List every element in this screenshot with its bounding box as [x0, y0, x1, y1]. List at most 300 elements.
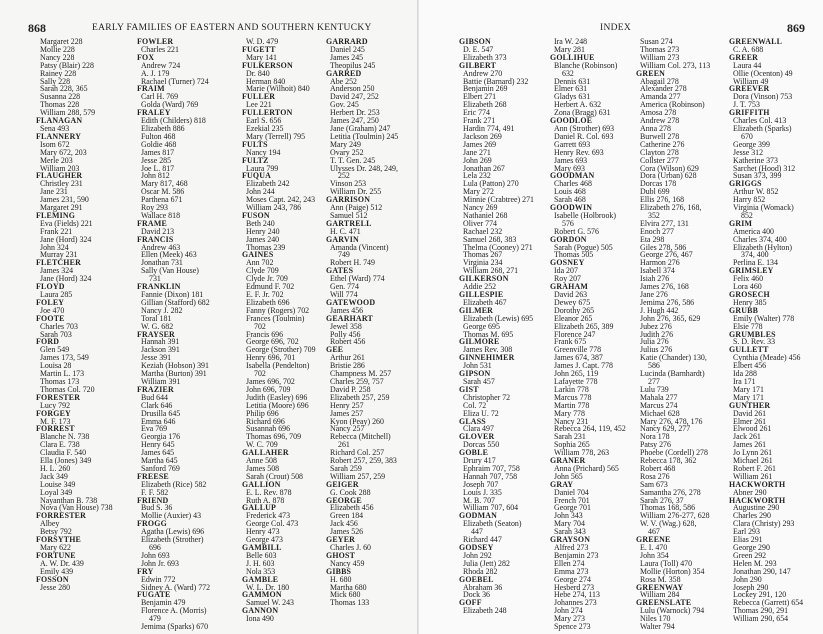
entry-continuation: 277 — [648, 376, 660, 386]
surname-heading: GRUBB — [729, 305, 759, 315]
index-entry: Judith (Easley) 696 — [246, 392, 308, 402]
index-entry: Sam 673 — [640, 479, 668, 489]
index-entry: Nancy 459 — [330, 558, 365, 568]
index-entry: Harry 852 — [733, 195, 766, 205]
surname-heading: FLAUGHER — [36, 171, 83, 181]
index-entry: Mary 171 — [733, 384, 764, 394]
index-entry: Frank 221 — [40, 226, 73, 236]
index-entry: Murray 231 — [40, 250, 78, 260]
index-entry: Will 774 — [330, 290, 358, 299]
surname-heading: GILMORE — [459, 337, 500, 347]
index-entry: Samuel 512 — [330, 210, 368, 220]
index-columns — [419, 38, 823, 634]
index-entry: Ellis 276, 168 — [640, 195, 685, 205]
index-column — [729, 38, 823, 634]
index-entry: William 284 — [640, 590, 680, 600]
index-entry: Martha 645 — [141, 456, 178, 466]
index-entry: Clyde 709 — [246, 266, 279, 276]
surname-heading: GLASS — [459, 416, 486, 426]
index-entry: George 473 — [246, 535, 283, 545]
entry-continuation: 586 — [648, 361, 660, 371]
surname-heading: FRANCIS — [137, 234, 174, 244]
index-entry: Susanna 228 — [40, 92, 81, 102]
index-entry: Elizabeth 257, 259 — [330, 392, 390, 402]
surname-heading: GORDON — [550, 234, 587, 244]
index-entry: Sarchet (Hood) 312 — [733, 163, 796, 173]
index-entry: Nathaniel 268 — [463, 210, 508, 220]
index-entry: Felix 460 — [733, 274, 764, 284]
surname-heading: GRAY — [550, 479, 574, 489]
surname-heading: GIPSON — [459, 369, 491, 379]
index-entry: William 276-277, 628 — [640, 511, 710, 521]
index-entry: James Rev. 308 — [463, 345, 513, 355]
index-entry: Mary 817, 468 — [141, 179, 188, 189]
surname-heading: FUQUA — [242, 171, 272, 181]
index-entry: Gen. 774 — [330, 282, 359, 292]
index-entry: James 257 — [330, 408, 364, 418]
index-entry: Burwell 278 — [640, 131, 680, 141]
index-column — [137, 38, 239, 634]
index-entry: Sarah (Pogue) 505 — [554, 242, 613, 252]
index-entry: Frances (Toulmin) — [246, 313, 305, 323]
index-entry: Jewel 358 — [330, 321, 362, 331]
index-entry: James 508 — [246, 463, 280, 473]
index-entry: Marcus 778 — [554, 392, 592, 402]
index-entry: Nancy 228 — [40, 52, 75, 62]
surname-heading: GRAYSON — [550, 535, 591, 545]
index-entry: Daniel 245 — [330, 44, 365, 54]
surname-heading: GARRISON — [326, 195, 371, 205]
index-entry: Sarah 231 — [554, 432, 586, 442]
index-entry: Henry 257 — [330, 400, 364, 410]
index-entry: Agatha (Lewis) 696 — [141, 527, 205, 537]
index-entry: Frank 675 — [554, 337, 587, 347]
surname-heading: FORRESTER — [36, 511, 87, 521]
index-entry: Joe L. 817 — [141, 163, 175, 173]
index-entry: John 812 — [141, 171, 170, 181]
index-entry: James 526 — [330, 527, 364, 537]
index-entry: Amanda (Vincent) — [330, 242, 389, 252]
index-entry: Jane 271 — [463, 147, 491, 157]
surname-heading: FRY — [137, 566, 154, 576]
index-entry: Laura 799 — [246, 163, 279, 173]
surname-heading: GINNEHIMER — [459, 353, 515, 363]
index-entry: George 276, 467 — [640, 250, 693, 260]
surname-heading: FOOTE — [36, 313, 65, 323]
index-entry: Helen M. 293 — [733, 558, 777, 568]
index-entry: Lockey 291, 120 — [733, 590, 787, 600]
index-entry: Cynthia (Meade) 456 — [733, 353, 801, 363]
index-entry: Harmon 276 — [640, 258, 680, 268]
index-entry: Dubl 699 — [640, 187, 670, 197]
surname-heading: GAMBLE — [242, 574, 279, 584]
index-entry: Andrew 724 — [141, 60, 181, 70]
index-entry: Nancy 194 — [246, 147, 281, 157]
index-entry: David 213 — [141, 226, 175, 236]
index-entry: Mary 141 — [246, 52, 277, 62]
index-entry: Thomas 228 — [40, 100, 80, 110]
index-entry: Elvira 277, 131 — [640, 218, 689, 228]
index-entry: Mary 249 — [330, 139, 361, 149]
index-entry: Iona 490 — [246, 614, 274, 624]
index-entry: James 245 — [330, 52, 364, 62]
index-entry: Thomas 267 — [463, 250, 503, 260]
index-entry: Hannah 707, 758 — [463, 471, 518, 481]
index-entry: Mary 273 — [554, 614, 585, 624]
index-entry: Robert 257, 259, 383 — [330, 456, 397, 466]
index-entry: Amosa 278 — [640, 108, 677, 118]
index-entry: Addie 252 — [463, 282, 497, 292]
index-entry: J. H. 603 — [246, 558, 275, 568]
index-entry: Roy 293 — [141, 203, 168, 213]
index-entry: Clayton 278 — [640, 147, 679, 157]
index-entry: Eric 774 — [463, 108, 490, 118]
index-entry: H. L. 260 — [40, 463, 71, 473]
surname-heading: FRAYSER — [137, 329, 175, 339]
index-entry: Battie (Barnard) 232 — [463, 76, 529, 86]
index-entry: Ellen 274 — [554, 558, 585, 568]
index-entry: Nova (Van House) 738 — [40, 503, 113, 513]
surname-heading: GREEN — [636, 68, 666, 78]
surname-heading: GREENSLATE — [636, 598, 692, 608]
index-entry: Cora (Wilson) 629 — [640, 163, 699, 173]
index-entry: Lulu 739 — [640, 384, 669, 394]
index-entry: Mollie (Horton) 354 — [640, 566, 705, 576]
index-entry: Michael 261 — [733, 456, 773, 466]
index-column — [242, 38, 338, 634]
index-entry: Lora 460 — [733, 282, 762, 292]
entry-continuation: 632 — [562, 68, 574, 78]
index-entry: Rebecca (Garrett) 654 — [733, 598, 804, 608]
surname-heading: GARTRELL — [326, 218, 372, 228]
index-entry: Toral 181 — [141, 313, 172, 323]
surname-heading: GOSNEY — [550, 258, 585, 268]
index-entry: W. G. 682 — [141, 321, 174, 331]
index-entry: Hannah 391 — [141, 337, 180, 347]
index-entry: Katherine 373 — [733, 155, 778, 165]
index-entry: Florence 247 — [554, 329, 596, 339]
index-entry: John 276, 365, 629 — [640, 313, 701, 323]
surname-heading: GREENWALL — [729, 38, 783, 46]
index-entry: Ann (Paige) 512 — [330, 203, 383, 213]
index-entry: Charles 221 — [141, 44, 179, 54]
index-entry: J. T. 753 — [733, 100, 760, 110]
index-entry: Drusilla 645 — [141, 408, 181, 418]
index-entry: J. Hugh 442 — [640, 305, 679, 315]
index-entry: James 261 — [733, 440, 767, 450]
index-entry: William 290, 654 — [733, 614, 789, 624]
index-entry: Thomas 273 — [640, 44, 680, 54]
index-entry: Andrew 278 — [640, 116, 680, 126]
index-entry: David 247, 252 — [330, 92, 379, 102]
index-entry: Eta 298 — [640, 234, 665, 244]
index-entry: Martin 778 — [554, 400, 590, 410]
index-entry: Daniel 704 — [554, 487, 589, 497]
index-entry: Henry Rev. 693 — [554, 147, 604, 157]
index-entry: Richard 696 — [246, 416, 285, 426]
index-entry: Hardin 774, 491 — [463, 123, 515, 133]
index-entry: T. T. Gen. 245 — [330, 155, 376, 165]
index-entry: Elizabeth 886 — [141, 123, 185, 133]
index-entry: Emma 273 — [554, 566, 589, 576]
index-entry: Robert 468 — [640, 463, 676, 473]
index-entry: Emily 439 — [40, 566, 74, 576]
index-entry: Mary 171 — [733, 392, 764, 402]
index-entry: Edwin 772 — [141, 574, 176, 584]
index-entry: Loyal 349 — [40, 487, 73, 497]
index-entry: Ella (Jones) 349 — [40, 456, 92, 466]
index-entry: Thelma (Cooney) 271 — [463, 242, 533, 252]
index-entry: Jack 456 — [330, 519, 358, 529]
surname-heading: GILBERT — [459, 60, 497, 70]
entry-continuation: 670 — [741, 131, 753, 141]
index-entry: John 354 — [640, 550, 669, 560]
index-entry: Rosa M. 358 — [640, 574, 681, 584]
index-entry: Anna (Prichard) 565 — [554, 463, 619, 473]
surname-heading: FRIEND — [137, 495, 169, 505]
surname-heading: GRIGGS — [729, 179, 762, 189]
index-entry: Frederick 473 — [246, 511, 291, 521]
index-entry: America 400 — [733, 226, 774, 236]
surname-heading: FORD — [36, 337, 60, 347]
index-entry: Jonathan 267 — [463, 163, 505, 173]
index-entry: Clark 646 — [141, 400, 173, 410]
index-entry: George 274 — [554, 574, 591, 584]
index-entry: Ida 207 — [554, 266, 578, 276]
surname-heading: GEORGE — [326, 495, 362, 505]
index-entry: George Col. 473 — [246, 519, 299, 529]
surname-heading: FULTZ — [242, 155, 269, 165]
surname-heading: GROSECH — [729, 290, 770, 299]
surname-heading: FOSSON — [36, 574, 69, 584]
index-entry: Elizabeth 467 — [463, 297, 507, 307]
surname-heading: GARRED — [326, 68, 362, 78]
surname-heading: GEIGER — [326, 479, 359, 489]
index-entry: Mary (Terrell) 795 — [246, 131, 306, 141]
index-entry: Amanda 277 — [640, 92, 681, 102]
index-entry: William 707, 604 — [463, 503, 519, 513]
index-entry: Fulton 468 — [141, 131, 176, 141]
surname-heading: GILKERSON — [459, 274, 509, 284]
index-entry: Jemima 276, 586 — [640, 297, 695, 307]
index-entry: Garrett 693 — [554, 139, 591, 149]
index-entry: Dorcas 550 — [463, 440, 500, 450]
index-entry: Sarah (Crout) 508 — [246, 471, 303, 481]
index-entry: Catherine 276 — [640, 139, 685, 149]
index-entry: James 231, 590 — [40, 195, 89, 205]
surname-heading: GHOST — [326, 550, 356, 560]
index-entry: Elbert 456 — [733, 361, 767, 371]
surname-heading: GILMER — [459, 305, 494, 315]
index-entry: Julia 276 — [640, 337, 669, 347]
entry-continuation: 702 — [254, 321, 266, 331]
index-entry: William 203 — [40, 163, 80, 173]
index-entry: Mary 693 — [554, 163, 585, 173]
index-entry: Margaret 228 — [40, 38, 83, 46]
index-entry: James 693 — [554, 155, 588, 165]
index-entry: Albey — [40, 519, 60, 529]
index-entry: George 290 — [733, 543, 770, 552]
index-entry: Bud S. 36 — [141, 503, 173, 513]
index-entry: Anderson 250 — [330, 84, 375, 94]
entry-continuation: 696 — [149, 543, 161, 552]
index-entry: Dorcas 178 — [640, 179, 677, 189]
index-entry: Jane 231 — [40, 187, 68, 197]
index-entry: Charles 374, 400 — [733, 234, 787, 244]
index-entry: Phoebe (Cordell) 278 — [640, 448, 708, 458]
surname-heading: GALLION — [242, 479, 281, 489]
index-entry: Christopher 72 — [463, 392, 511, 402]
surname-heading: FUSON — [242, 210, 270, 220]
index-entry: Anna 278 — [640, 123, 671, 133]
index-entry: Samuel 268, 383 — [463, 234, 517, 244]
index-entry: Sophia 265 — [554, 440, 590, 450]
index-entry: Anne 508 — [246, 456, 277, 466]
index-entry: David 263 — [554, 290, 588, 299]
index-entry: Zona (Bragg) 631 — [554, 108, 611, 118]
index-entry: Michael 628 — [640, 408, 680, 418]
index-entry: Philip 696 — [246, 408, 279, 418]
running-head: EARLY FAMILIES OF EASTERN AND SOUTHERN KENTUCKY — [92, 23, 372, 33]
index-entry: Hesberd 273 — [554, 582, 595, 592]
index-entry: Thomas 133 — [330, 598, 370, 608]
index-entry: W. C. 709 — [246, 440, 278, 450]
index-entry: Carl H. 769 — [141, 92, 179, 102]
index-column — [550, 38, 638, 634]
index-entry: Ethel (Ward) 774 — [330, 274, 385, 284]
index-entry: D. E. 547 — [463, 44, 494, 54]
index-entry: Emily (Walter) 778 — [733, 313, 795, 323]
index-entry: Mahala 277 — [640, 392, 678, 402]
index-entry: William 243, 786 — [246, 203, 302, 213]
surname-heading: GREENE — [636, 535, 671, 545]
index-entry: Abagail 278 — [640, 76, 679, 86]
index-entry: Elsie 778 — [733, 321, 763, 331]
index-entry: Ira W. 248 — [554, 38, 588, 46]
index-entry: Margaret 291 — [40, 203, 83, 213]
index-entry: Giles 278, 586 — [640, 242, 687, 252]
index-entry: Thomas 505 — [554, 250, 594, 260]
index-entry: Glen 549 — [40, 345, 70, 355]
index-entry: Sarah 703 — [40, 329, 72, 339]
index-entry: Jesse 391 — [141, 353, 172, 363]
index-entry: Benjamin 273 — [554, 550, 599, 560]
index-entry: Johannes 273 — [554, 598, 597, 608]
index-entry: Sally 228 — [40, 76, 71, 86]
index-entry: Kyon (Peay) 260 — [330, 416, 384, 426]
index-entry: Rosa 276 — [640, 471, 670, 481]
index-entry: Drury 417 — [463, 456, 496, 466]
surname-heading: GEARHART — [326, 313, 373, 323]
index-entry: John 565 — [554, 471, 583, 481]
index-entry: Emma 646 — [141, 416, 176, 426]
index-entry: Julius 276 — [640, 345, 673, 355]
index-columns — [0, 38, 419, 634]
index-entry: Eliza U. 72 — [463, 408, 499, 418]
surname-heading: FULLER — [242, 92, 276, 102]
surname-heading: GULLETT — [729, 345, 769, 355]
surname-heading: GATEWOOD — [326, 297, 376, 307]
index-entry: Mary 281 — [554, 44, 585, 54]
index-entry: Bud 644 — [141, 392, 168, 402]
index-entry: Patsy (Blair) 228 — [40, 60, 94, 70]
index-entry: William 288, 579 — [40, 108, 96, 118]
index-entry: Isabell 374 — [640, 266, 675, 276]
index-entry: Sarah 457 — [463, 376, 495, 386]
index-entry: Laura 44 — [733, 60, 762, 70]
entry-continuation: 261 — [338, 440, 350, 450]
index-entry: Wallace 818 — [141, 210, 181, 220]
index-entry: James 456 — [330, 305, 364, 315]
entry-continuation: 374, 400 — [741, 250, 769, 260]
index-entry: Letitia (Toulmin) 245 — [330, 131, 399, 141]
index-entry: Jack 349 — [40, 471, 68, 481]
entry-continuation: 352 — [648, 210, 660, 220]
surname-heading: FOLEY — [36, 297, 65, 307]
surname-heading: FLANNERY — [36, 131, 82, 141]
index-entry: Susannah 696 — [246, 424, 291, 434]
index-entry: Jesse 285 — [141, 155, 172, 165]
surname-heading: FRANKLIN — [137, 282, 181, 292]
surname-heading: GOODMAN — [550, 171, 595, 181]
index-entry: James 645 — [141, 448, 175, 458]
index-entry: Clara 497 — [463, 424, 494, 434]
surname-heading: GODSEY — [459, 543, 494, 552]
index-entry: Katie (Chander) 130, — [640, 353, 707, 363]
index-entry: Robert 456 — [330, 337, 366, 347]
index-entry: Isiah 276 — [640, 274, 670, 284]
index-entry: Moses Capt. 242, 243 — [246, 195, 316, 205]
index-entry: F. F. 582 — [141, 487, 169, 497]
surname-heading: FROGG — [137, 519, 167, 529]
index-entry: Mary 276, 478, 176 — [640, 416, 703, 426]
index-entry: Dennis 631 — [554, 76, 591, 86]
index-entry: Thomas 290, 291 — [733, 606, 789, 616]
entry-continuation: 576 — [562, 218, 574, 228]
surname-heading: FORREST — [36, 424, 75, 434]
index-entry: Marcus 274 — [640, 400, 678, 410]
index-entry: Elmer 631 — [554, 84, 588, 94]
surname-heading: GAMMON — [242, 590, 282, 600]
surname-heading: HACKWORTH — [729, 479, 786, 489]
index-entry: Nancy 231 — [554, 416, 589, 426]
index-entry: John 531 — [463, 361, 492, 371]
surname-heading: GUNTHER — [729, 400, 771, 410]
surname-heading: GREEVER — [729, 84, 770, 94]
index-entry: Abner 290 — [733, 487, 767, 497]
index-entry: Richard Col. 257 — [330, 448, 385, 458]
index-entry: John Jr. 693 — [141, 558, 179, 568]
index-entry: Richard 447 — [463, 535, 502, 545]
index-entry: George 399 — [733, 139, 770, 149]
index-entry: John 343 — [554, 511, 583, 521]
index-entry: Andrew 463 — [141, 242, 181, 252]
surname-heading: GARRARD — [326, 38, 368, 46]
surname-heading: GOLLIHUE — [550, 52, 595, 62]
index-entry: Ezekial 235 — [246, 123, 284, 133]
index-entry: Mary 704 — [554, 519, 585, 529]
surname-heading: FRAME — [137, 218, 167, 228]
index-entry: Louisa 28 — [40, 361, 72, 371]
index-entry: Dr. 840 — [246, 68, 270, 78]
index-entry: Elizabeth (Strother) — [141, 535, 204, 545]
index-entry: Jackson 269 — [463, 131, 502, 141]
index-entry: Mary 672, 203 — [40, 147, 87, 157]
index-entry: William 261 — [733, 471, 773, 481]
index-entry: William 778, 263 — [554, 448, 610, 458]
index-entry: Letitia (Moore) 696 — [246, 400, 309, 410]
index-entry: Oliver 774 — [463, 218, 497, 228]
